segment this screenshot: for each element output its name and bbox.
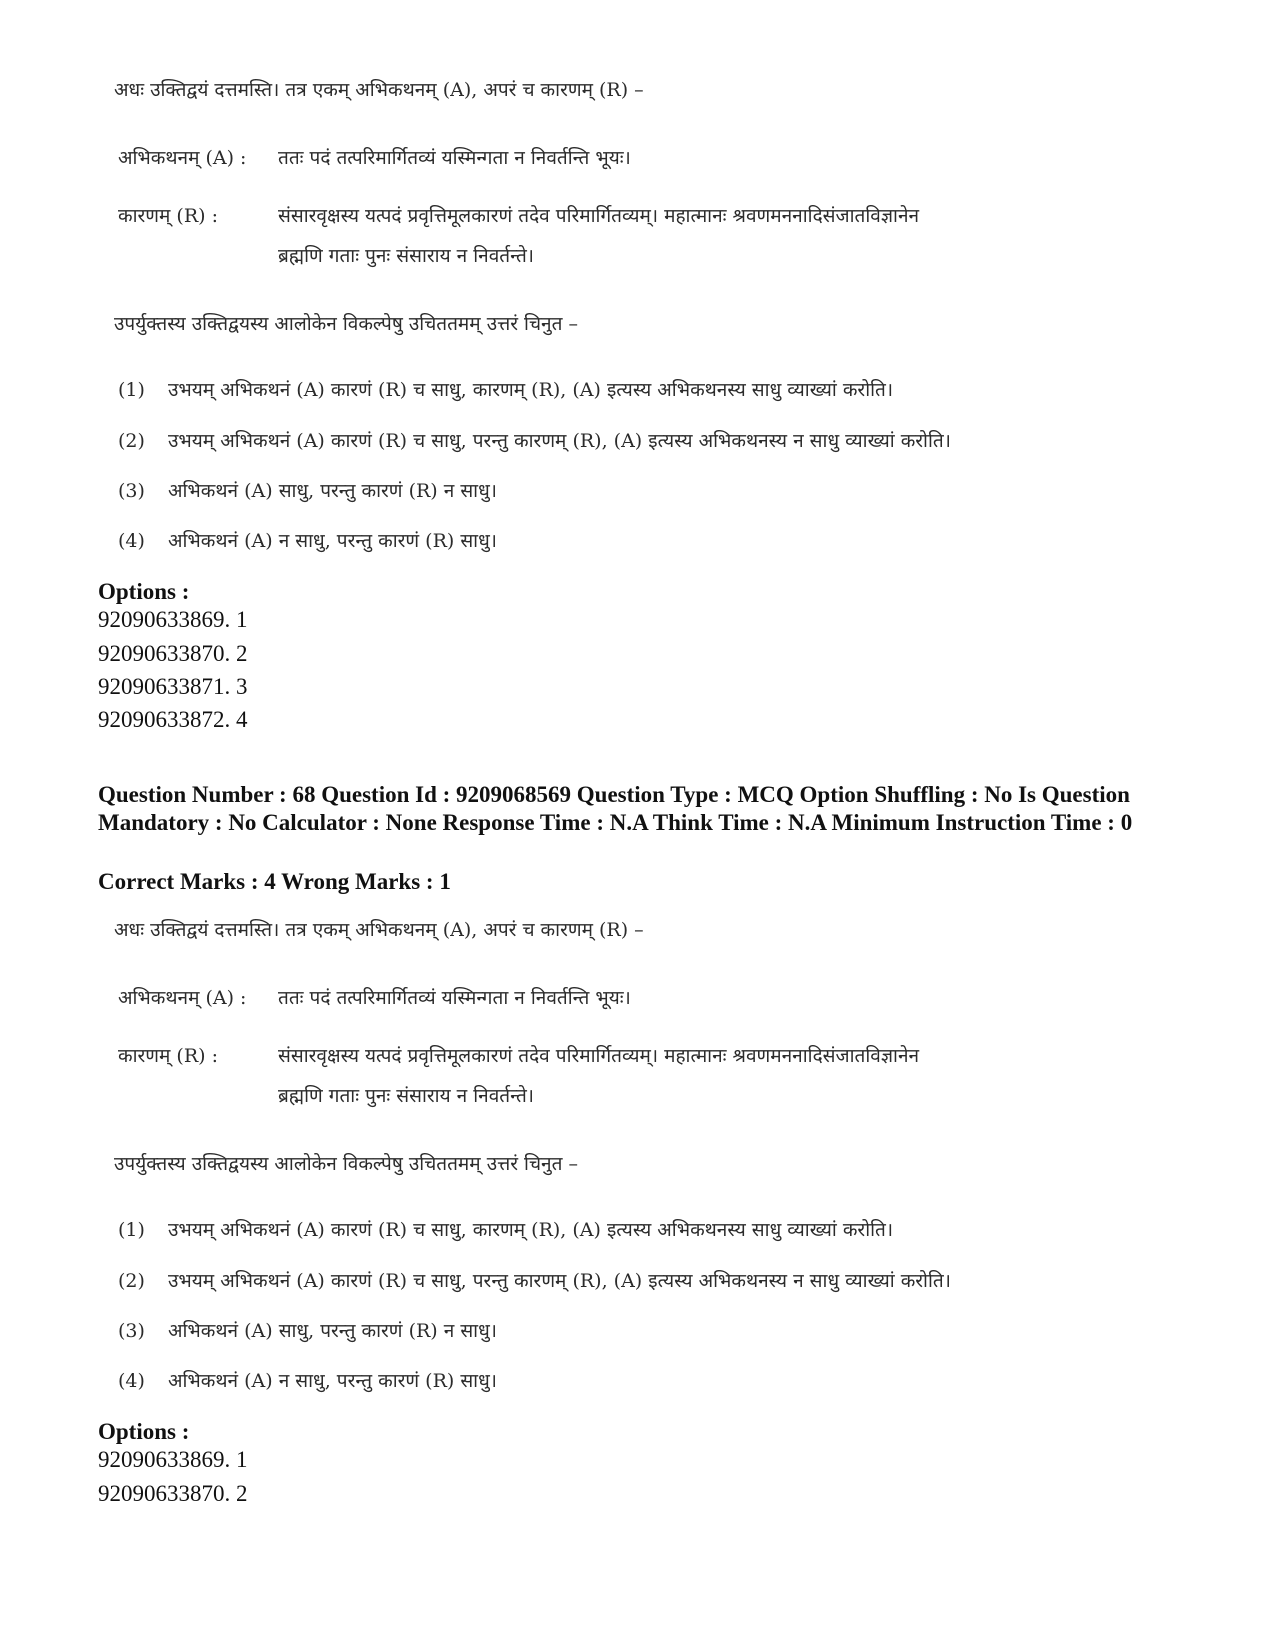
option-line: 92090633872. 4	[98, 707, 248, 732]
option-line: 92090633870. 2	[98, 641, 248, 666]
choice-number: (3)	[118, 480, 145, 502]
option-line: 92090633869. 1	[98, 607, 248, 632]
choice-number: (4)	[118, 530, 145, 552]
assertion-label: अभिकथनम् (A) :	[118, 987, 247, 1009]
reason-text-line2: ब्रह्मणि गताः पुनः संसाराय न निवर्तन्ते।	[278, 245, 534, 267]
choice-number: (1)	[118, 379, 145, 401]
options-heading: Options :	[98, 1419, 190, 1444]
assertion-text: ततः पदं तत्परिमार्गितव्यं यस्मिन्गता न निवर्तन्ति भूयः।	[278, 147, 631, 169]
choice-number: (2)	[118, 430, 145, 452]
choice-text: अभिकथनं (A) साधु, परन्तु कारणं (R) न साधु।	[168, 480, 497, 502]
reason-label: कारणम् (R) :	[118, 1045, 218, 1067]
instruction-text: उपर्युक्तस्य उक्तिद्वयस्य आलोकेन विकल्पेषु उचिततमम् उत्तरं चिनुत –	[114, 313, 578, 335]
choice-text: उभयम् अभिकथनं (A) कारणं (R) च साधु, परन्तु कारणम् (R), (A) इत्यस्य अभिकथनस्य न साधु व्याख्यां करोति।	[168, 430, 951, 452]
choice-number: (3)	[118, 1320, 145, 1342]
reason-label: कारणम् (R) :	[118, 205, 218, 227]
assertion-label: अभिकथनम् (A) :	[118, 147, 247, 169]
intro-text: अधः उक्तिद्वयं दत्तमस्ति। तत्र एकम् अभिकथनम् (A), अपरं च कारणम् (R) –	[114, 919, 644, 941]
choice-number: (2)	[118, 1270, 145, 1292]
choice-text: उभयम् अभिकथनं (A) कारणं (R) च साधु, कारणम् (R), (A) इत्यस्य अभिकथनस्य साधु व्याख्यां करोति।	[168, 1219, 894, 1241]
choice-text: अभिकथनं (A) साधु, परन्तु कारणं (R) न साधु।	[168, 1320, 497, 1342]
reason-text-line1: संसारवृक्षस्य यत्पदं प्रवृत्तिमूलकारणं तदेव परिमार्गितव्यम्। महात्मानः श्रवणमननादिसंजातविज्ञानेन	[278, 205, 920, 227]
reason-text-line2: ब्रह्मणि गताः पुनः संसाराय न निवर्तन्ते।	[278, 1085, 534, 1107]
choice-text: अभिकथनं (A) न साधु, परन्तु कारणं (R) साधु।	[168, 530, 497, 552]
option-line: 92090633870. 2	[98, 1481, 248, 1506]
choice-number: (4)	[118, 1370, 145, 1392]
choice-text: अभिकथनं (A) न साधु, परन्तु कारणं (R) साधु।	[168, 1370, 497, 1392]
assertion-text: ततः पदं तत्परिमार्गितव्यं यस्मिन्गता न निवर्तन्ति भूयः।	[278, 987, 631, 1009]
choice-text: उभयम् अभिकथनं (A) कारणं (R) च साधु, परन्तु कारणम् (R), (A) इत्यस्य अभिकथनस्य न साधु व्याख्यां करोति।	[168, 1270, 951, 1292]
reason-text-line1: संसारवृक्षस्य यत्पदं प्रवृत्तिमूलकारणं तदेव परिमार्गितव्यम्। महात्मानः श्रवणमननादिसंजातविज्ञानेन	[278, 1045, 920, 1067]
question-marks: Correct Marks : 4 Wrong Marks : 1	[98, 869, 451, 894]
intro-text: अधः उक्तिद्वयं दत्तमस्ति। तत्र एकम् अभिकथनम् (A), अपरं च कारणम् (R) –	[114, 79, 644, 101]
choice-text: उभयम् अभिकथनं (A) कारणं (R) च साधु, कारणम् (R), (A) इत्यस्य अभिकथनस्य साधु व्याख्यां करोति।	[168, 379, 894, 401]
options-heading: Options :	[98, 579, 190, 604]
instruction-text: उपर्युक्तस्य उक्तिद्वयस्य आलोकेन विकल्पेषु उचिततमम् उत्तरं चिनुत –	[114, 1153, 578, 1175]
option-line: 92090633871. 3	[98, 674, 248, 699]
option-line: 92090633869. 1	[98, 1447, 248, 1472]
question-header: Question Number : 68 Question Id : 9209068569 Question Type : MCQ Option Shuffling : No Is Question Mandatory : No Calculator : None Response Time : N.A Think Time : N.A Minimum Instruction Time : 0	[98, 782, 1133, 835]
choice-number: (1)	[118, 1219, 145, 1241]
